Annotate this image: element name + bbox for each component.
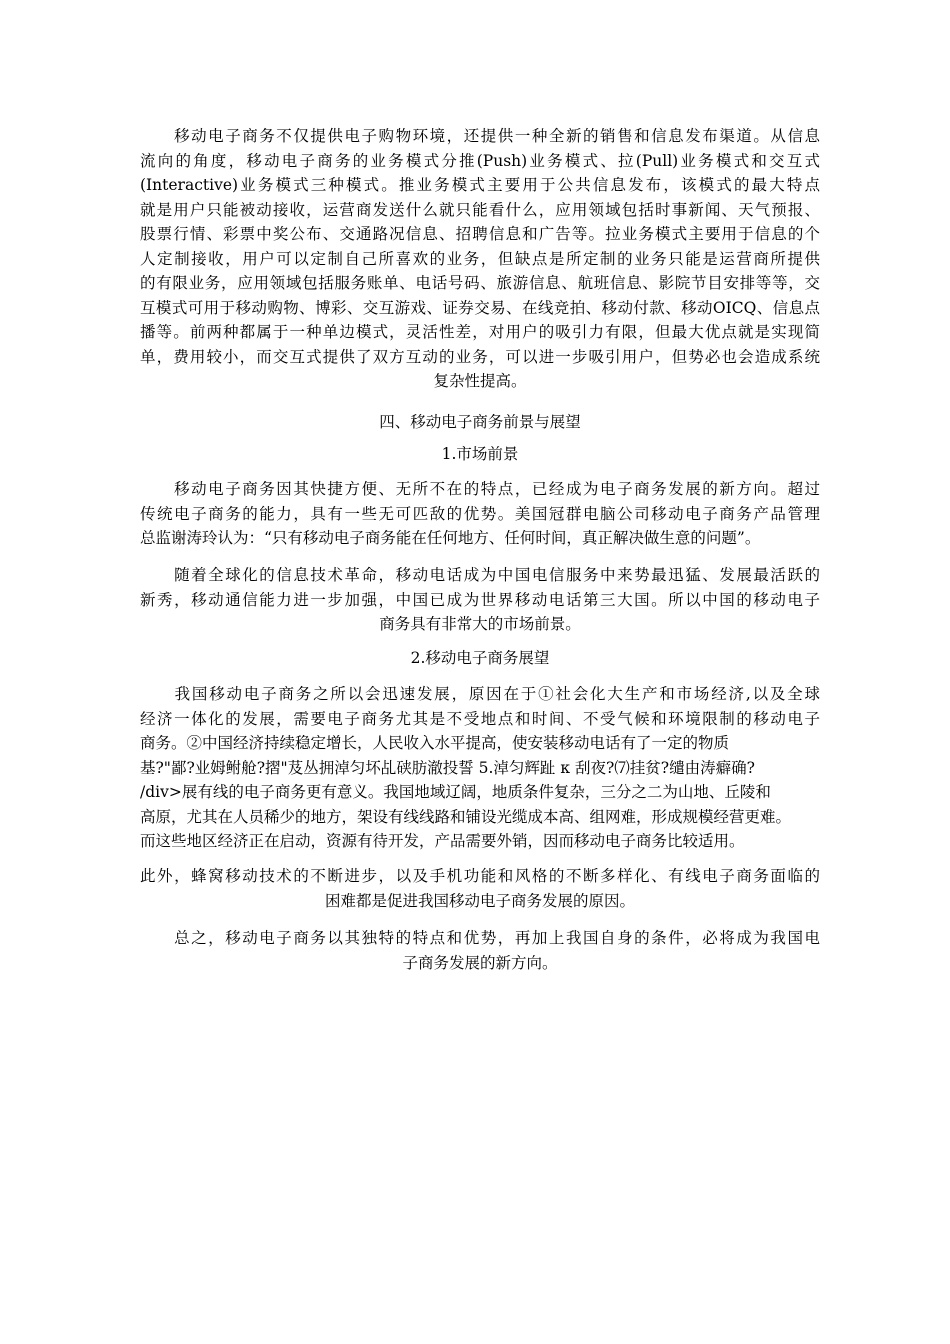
- text-line: 移动电子商务因其快捷方便、无所不在的特点，已经成为电子商务发展的新方向。超过: [140, 480, 820, 498]
- subsection-heading-outlook: 2.移动电子商务展望: [410, 649, 550, 667]
- text-line: 新秀，移动通信能力进一步加强，中国已成为世界移动电话第三大国。所以中国的移动电子: [140, 590, 820, 609]
- text-line: 商务。②中国经济持续稳定增长，人民收入水平提高，使安装移动电话有了一定的物质: [140, 734, 730, 752]
- paragraph-business-models: [140, 124, 820, 394]
- text-line: 单，费用较小，而交互式提供了双方互动的业务，可以进一步吸引用户，但势必也会造成系统: [140, 347, 820, 366]
- section-heading: 四、移动电子商务前景与展望: [379, 413, 581, 431]
- text-line: 播等。前两种都属于一种单边模式，灵活性差，对用户的吸引力有限，但最大优点就是实现简: [140, 323, 820, 341]
- text-line: 而这些地区经济正在启动，资源有待开发，产品需要外销，因而移动电子商务比较适用。: [140, 832, 745, 850]
- paragraph-technology-progress: [140, 864, 820, 913]
- text-line: 总之，移动电子商务以其独特的特点和优势，再加上我国自身的条件，必将成为我国电: [140, 929, 820, 947]
- paragraph-conclusion: [140, 926, 820, 975]
- text-line: 基?"鄙?业姆鲋舱?摺"芨丛拥淖匀坏乩硖肪澈投誓 5.淖匀辉趾 κ 刮夜?⑺挂贫?缱由涛癖确?: [140, 758, 755, 777]
- text-line: 就是用户只能被动接收，运营商发送什么就只能看什么，应用领域包括时事新闻、天气预报、: [140, 200, 820, 219]
- text-line: 商务具有非常大的市场前景。: [379, 615, 581, 633]
- text-line: /div>展有线的电子商务更有意义。我国地域辽阔，地质条件复杂，三分之二为山地、丘陵和: [140, 783, 771, 801]
- text-line: 人定制接收，用户可以定制自己所喜欢的业务，但缺点是所定制的业务只能是运营商所提供: [140, 249, 820, 268]
- text-line: 随着全球化的信息技术革命，移动电话成为中国电信服务中来势最迅猛、发展最活跃的: [140, 566, 820, 584]
- paragraph-mobile-commerce-direction: [140, 477, 820, 551]
- text-line: 流向的角度，移动电子商务的业务模式分推(Push)业务模式、拉(Pull)业务模式和交互式: [140, 151, 820, 170]
- paragraph-development-reasons: [140, 682, 820, 854]
- text-line: 股票行情、彩票中奖公布、交通路况信息、招聘信息和广告等。拉业务模式主要用于信息的个: [140, 225, 820, 243]
- text-line: 高原，尤其在人员稀少的地方，架设有线线路和铺设光缆成本高、组网难，形成规模经营更难。: [140, 807, 792, 826]
- text-line: 此外，蜂窝移动技术的不断进步，以及手机功能和风格的不断多样化、有线电子商务面临的: [140, 867, 820, 885]
- text-line: 传统电子商务的能力，具有一些无可匹敌的优势。美国冠群电脑公司移动电子商务产品管理: [140, 504, 820, 523]
- text-line: 移动电子商务不仅提供电子购物环境，还提供一种全新的销售和信息发布渠道。从信息: [140, 127, 820, 145]
- text-line: 复杂性提高。: [433, 372, 527, 390]
- text-line: (Interactive)业务模式三种模式。推业务模式主要用于公共信息发布，该模式的最大特点: [140, 176, 820, 194]
- text-line: 困难都是促进我国移动电子商务发展的原因。: [324, 891, 635, 910]
- text-line: 总监谢涛玲认为：“只有移动电子商务能在任何地方、任何时间，真正解决做生意的问题”。: [140, 529, 761, 547]
- text-line: 经济一体化的发展，需要电子商务尤其是不受地点和时间、不受气候和环境限制的移动电子: [140, 709, 820, 728]
- text-line: 的有限业务，应用领域包括服务账单、电话号码、旅游信息、航班信息、影院节目安排等等，交: [140, 274, 820, 292]
- text-line: 子商务发展的新方向。: [402, 953, 558, 972]
- text-line: 互模式可用于移动购物、博彩、交互游戏、证券交易、在线竞拍、移动付款、移动OICQ、信息点: [140, 298, 820, 317]
- subsection-heading-market: 1.市场前景: [441, 445, 519, 463]
- text-line: 我国移动电子商务之所以会迅速发展，原因在于①社会化大生产和市场经济,以及全球: [140, 685, 820, 703]
- paragraph-market-prospect: [140, 563, 820, 637]
